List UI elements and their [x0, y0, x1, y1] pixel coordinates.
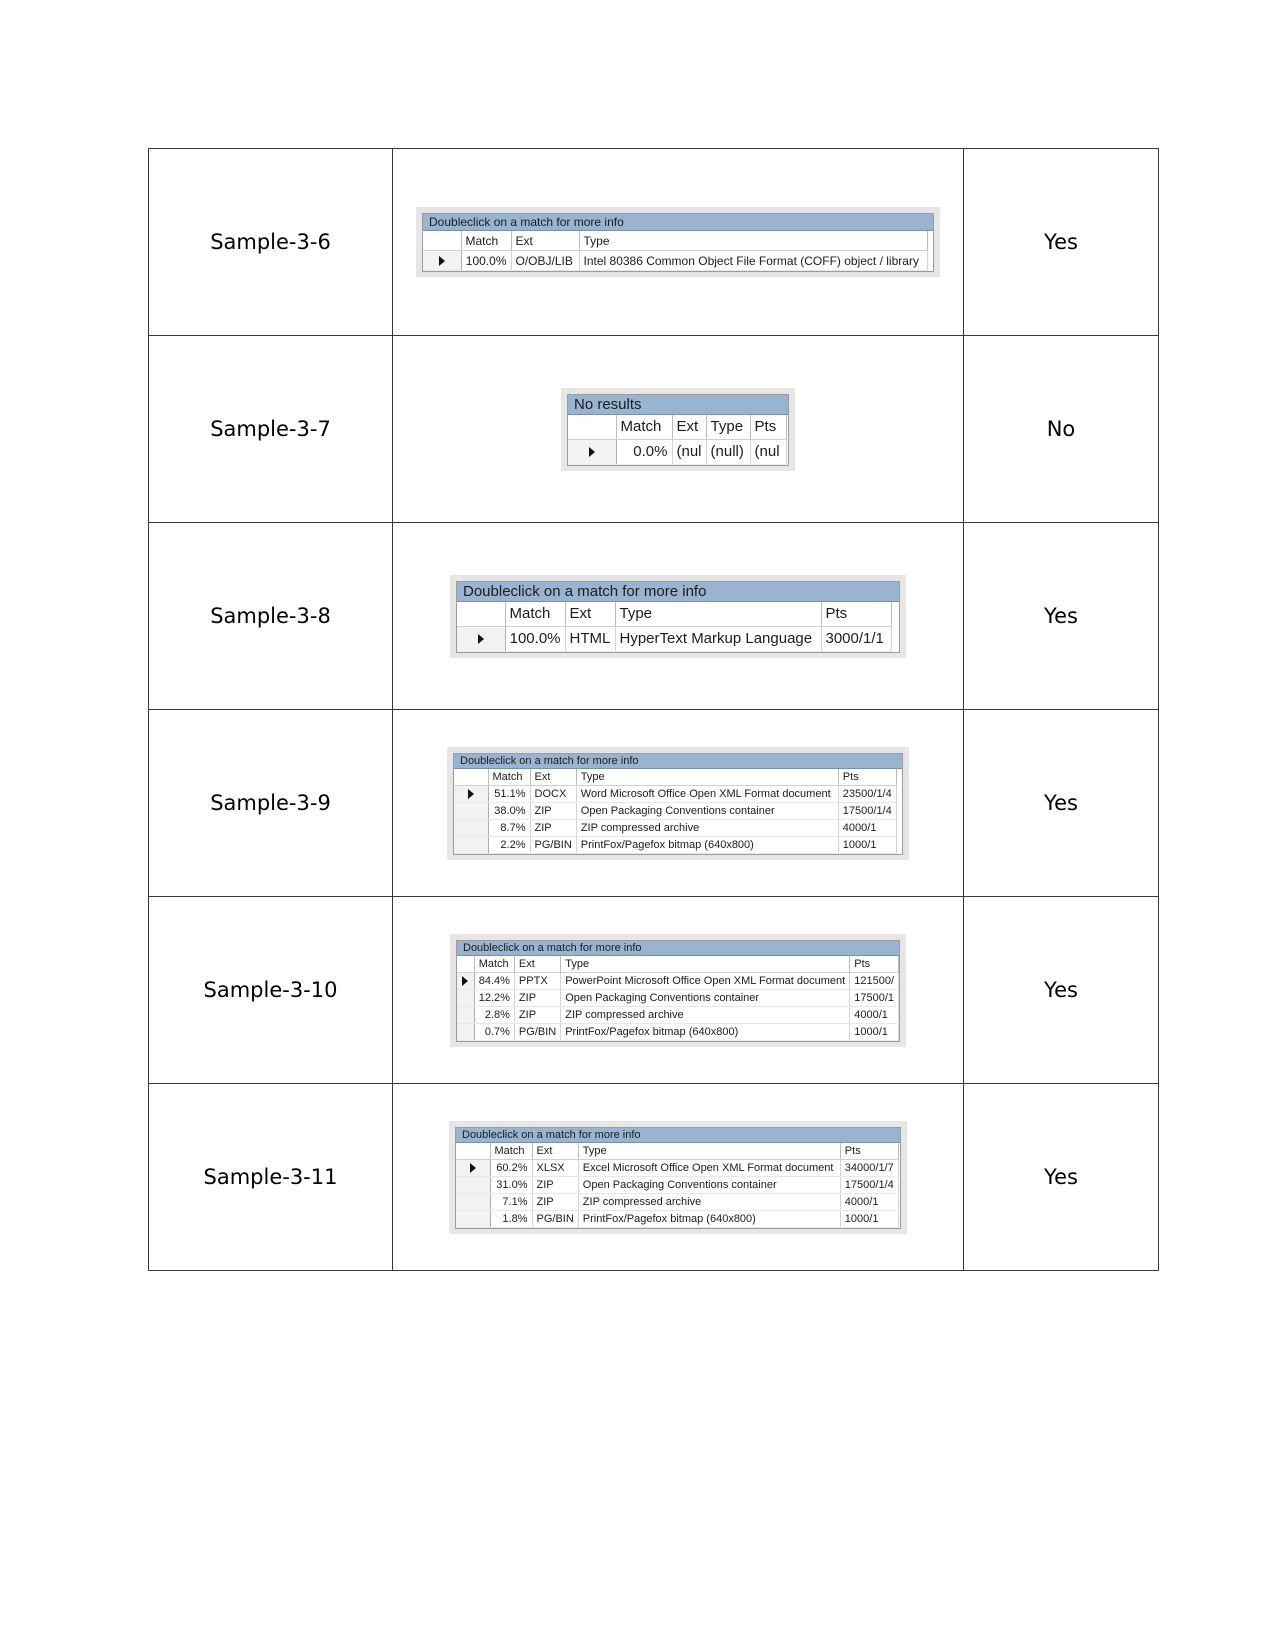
match-pts: 17500/1/4: [840, 1176, 898, 1193]
trid-result-grid: [450, 934, 906, 1047]
column-header-match[interactable]: Match: [490, 1143, 532, 1160]
header-row: [423, 231, 927, 251]
match-row[interactable]: [454, 802, 896, 819]
match-row[interactable]: [456, 1176, 898, 1193]
match-ext: ZIP: [514, 989, 560, 1006]
match-row[interactable]: [457, 989, 899, 1006]
grid-caption: Doubleclick on a match for more info: [457, 582, 899, 602]
match-row[interactable]: [456, 1193, 898, 1210]
screenshot-cell: [393, 336, 964, 523]
result-value: Yes: [1044, 1165, 1078, 1189]
match-ext: DOCX: [530, 785, 576, 802]
grid-frame: [567, 394, 789, 466]
row-header-corner: [568, 415, 616, 440]
match-percent: 100.0%: [505, 626, 565, 651]
match-type: Excel Microsoft Office Open XML Format document: [578, 1159, 840, 1176]
trid-result-grid: [447, 747, 909, 860]
trid-result-grid: [416, 207, 940, 277]
sample-name-cell: [149, 710, 393, 897]
grid-caption: Doubleclick on a match for more info: [454, 754, 902, 769]
sample-name: Sample-3-7: [210, 417, 331, 441]
match-pts: 1000/1: [838, 836, 896, 853]
header-row: [457, 956, 899, 973]
row-selector[interactable]: [454, 802, 488, 819]
sample-name: Sample-3-11: [203, 1165, 338, 1189]
match-ext: ZIP: [532, 1176, 578, 1193]
row-selector[interactable]: [457, 1006, 474, 1023]
match-type: Open Packaging Conventions container: [576, 802, 838, 819]
result-value: Yes: [1044, 978, 1078, 1002]
match-pts: 121500/: [850, 972, 899, 989]
trid-result-grid: [561, 388, 795, 471]
column-header-type[interactable]: Type: [576, 769, 838, 786]
match-percent: 7.1%: [490, 1193, 532, 1210]
match-ext: ZIP: [514, 1006, 560, 1023]
match-ext: PPTX: [514, 972, 560, 989]
result-value: Yes: [1044, 230, 1078, 254]
current-row-arrow-icon: [462, 976, 468, 986]
row-selector[interactable]: [457, 1023, 474, 1040]
current-row-arrow-icon: [470, 1163, 476, 1173]
column-header-ext[interactable]: Ext: [672, 415, 706, 440]
match-row[interactable]: [457, 626, 891, 651]
sample-name-cell: [149, 523, 393, 710]
match-type: Open Packaging Conventions container: [561, 989, 850, 1006]
column-header-pts[interactable]: Pts: [821, 602, 891, 627]
header-row: [457, 602, 891, 627]
match-percent: 100.0%: [461, 251, 511, 271]
match-row[interactable]: [457, 1006, 899, 1023]
column-header-match[interactable]: Match: [505, 602, 565, 627]
screenshot-cell: [393, 523, 964, 710]
column-header-pts[interactable]: Pts: [838, 769, 896, 786]
match-row[interactable]: [568, 439, 786, 464]
row-header-corner: [457, 956, 474, 973]
row-selector[interactable]: [454, 836, 488, 853]
result-value: No: [1046, 417, 1076, 441]
column-header-type[interactable]: Type: [579, 231, 927, 251]
match-table: [457, 602, 892, 652]
match-table: [568, 415, 787, 465]
match-ext: PG/BIN: [514, 1023, 560, 1040]
match-row[interactable]: [423, 251, 927, 271]
grid-caption: Doubleclick on a match for more info: [456, 1128, 900, 1143]
trid-result-grid: [449, 1121, 907, 1234]
match-pts: 4000/1: [838, 819, 896, 836]
sample-name: Sample-3-10: [203, 978, 338, 1002]
sample-name: Sample-3-8: [210, 604, 331, 628]
match-type: ZIP compressed archive: [576, 819, 838, 836]
match-ext: PG/BIN: [530, 836, 576, 853]
grid-frame: [455, 1127, 901, 1229]
match-pts: (nul: [750, 439, 786, 464]
column-header-ext[interactable]: Ext: [511, 231, 579, 251]
header-row: [454, 769, 896, 786]
match-pts: 4000/1: [850, 1006, 899, 1023]
match-percent: 1.8%: [490, 1210, 532, 1227]
match-ext: ZIP: [532, 1193, 578, 1210]
match-percent: 2.2%: [488, 836, 530, 853]
match-percent: 84.4%: [474, 972, 514, 989]
table-row: [149, 1084, 1159, 1271]
match-row[interactable]: [456, 1159, 898, 1176]
result-value: Yes: [1044, 604, 1078, 628]
column-header-ext[interactable]: Ext: [514, 956, 560, 973]
column-header-match[interactable]: Match: [474, 956, 514, 973]
match-ext: PG/BIN: [532, 1210, 578, 1227]
current-row-arrow-icon: [439, 256, 445, 266]
result-cell: [964, 710, 1159, 897]
table-row: [149, 149, 1159, 336]
match-percent: 51.1%: [488, 785, 530, 802]
column-header-match[interactable]: Match: [616, 415, 672, 440]
match-pts: 4000/1: [840, 1193, 898, 1210]
match-type: HyperText Markup Language: [615, 626, 821, 651]
grid-frame: [456, 940, 900, 1042]
column-header-ext[interactable]: Ext: [530, 769, 576, 786]
match-percent: 31.0%: [490, 1176, 532, 1193]
column-header-match[interactable]: Match: [461, 231, 511, 251]
grid-caption: Doubleclick on a match for more info: [423, 214, 933, 231]
match-ext: HTML: [565, 626, 615, 651]
match-type: (null): [706, 439, 750, 464]
match-row[interactable]: [454, 836, 896, 853]
match-ext: O/OBJ/LIB: [511, 251, 579, 271]
sample-name-cell: [149, 149, 393, 336]
result-cell: [964, 149, 1159, 336]
match-percent: 38.0%: [488, 802, 530, 819]
current-row-arrow-icon: [468, 789, 474, 799]
row-selector[interactable]: [423, 251, 461, 271]
match-pts: 1000/1: [840, 1210, 898, 1227]
match-type: ZIP compressed archive: [561, 1006, 850, 1023]
column-header-type[interactable]: Type: [578, 1143, 840, 1160]
row-selector[interactable]: [568, 439, 616, 464]
table-row: [149, 336, 1159, 523]
match-ext: XLSX: [532, 1159, 578, 1176]
current-row-arrow-icon: [478, 634, 484, 644]
sample-name: Sample-3-6: [210, 230, 331, 254]
row-selector[interactable]: [456, 1176, 490, 1193]
match-type: PrintFox/Pagefox bitmap (640x800): [576, 836, 838, 853]
match-type: Intel 80386 Common Object File Format (COFF) object / library: [579, 251, 927, 271]
column-header-pts[interactable]: Pts: [840, 1143, 898, 1160]
grid-frame: [456, 581, 900, 653]
match-percent: 0.7%: [474, 1023, 514, 1040]
result-cell: [964, 336, 1159, 523]
column-header-pts[interactable]: Pts: [850, 956, 899, 973]
match-pts: 23500/1/4: [838, 785, 896, 802]
match-percent: 60.2%: [490, 1159, 532, 1176]
table-row: [149, 897, 1159, 1084]
match-type: PrintFox/Pagefox bitmap (640x800): [578, 1210, 840, 1227]
row-selector[interactable]: [457, 626, 505, 651]
match-pts: 17500/1/4: [838, 802, 896, 819]
result-value: Yes: [1044, 791, 1078, 815]
result-cell: [964, 1084, 1159, 1271]
column-header-type[interactable]: Type: [706, 415, 750, 440]
match-pts: 3000/1/1: [821, 626, 891, 651]
match-table: [456, 1143, 899, 1228]
trid-result-grid: [450, 575, 906, 658]
table-row: [149, 710, 1159, 897]
match-pts: 1000/1: [850, 1023, 899, 1040]
result-cell: [964, 523, 1159, 710]
column-header-pts[interactable]: Pts: [750, 415, 786, 440]
row-selector[interactable]: [457, 989, 474, 1006]
row-selector[interactable]: [456, 1210, 490, 1227]
row-header-corner: [457, 602, 505, 627]
column-header-match[interactable]: Match: [488, 769, 530, 786]
grid-caption: Doubleclick on a match for more info: [457, 941, 899, 956]
match-row[interactable]: [457, 972, 899, 989]
row-selector[interactable]: [456, 1159, 490, 1176]
match-table: [457, 956, 899, 1041]
screenshot-cell: [393, 1084, 964, 1271]
current-row-arrow-icon: [589, 447, 595, 457]
row-selector[interactable]: [457, 972, 474, 989]
match-type: PrintFox/Pagefox bitmap (640x800): [561, 1023, 850, 1040]
grid-frame: [422, 213, 934, 272]
match-percent: 12.2%: [474, 989, 514, 1006]
row-header-corner: [456, 1143, 490, 1160]
sample-name-cell: [149, 336, 393, 523]
row-header-corner: [454, 769, 488, 786]
row-selector[interactable]: [454, 819, 488, 836]
match-type: ZIP compressed archive: [578, 1193, 840, 1210]
match-table: [454, 769, 897, 854]
row-header-corner: [423, 231, 461, 251]
results-table: [148, 148, 1159, 1271]
screenshot-cell: [393, 149, 964, 336]
match-row[interactable]: [454, 819, 896, 836]
match-percent: 8.7%: [488, 819, 530, 836]
match-row[interactable]: [456, 1210, 898, 1227]
match-percent: 0.0%: [616, 439, 672, 464]
match-percent: 2.8%: [474, 1006, 514, 1023]
screenshot-cell: [393, 897, 964, 1084]
match-type: PowerPoint Microsoft Office Open XML Format document: [561, 972, 850, 989]
column-header-type[interactable]: Type: [561, 956, 850, 973]
header-row: [568, 415, 786, 440]
row-selector[interactable]: [456, 1193, 490, 1210]
match-ext: ZIP: [530, 819, 576, 836]
match-row[interactable]: [457, 1023, 899, 1040]
result-cell: [964, 897, 1159, 1084]
sample-name-cell: [149, 1084, 393, 1271]
grid-frame: [453, 753, 903, 855]
column-header-type[interactable]: Type: [615, 602, 821, 627]
table-row: [149, 523, 1159, 710]
screenshot-cell: [393, 710, 964, 897]
match-type: Open Packaging Conventions container: [578, 1176, 840, 1193]
match-row[interactable]: [454, 785, 896, 802]
match-pts: 17500/1: [850, 989, 899, 1006]
row-selector[interactable]: [454, 785, 488, 802]
match-ext: (nul: [672, 439, 706, 464]
match-table: [423, 231, 928, 271]
grid-caption: No results: [568, 395, 788, 415]
sample-name: Sample-3-9: [210, 791, 331, 815]
match-type: Word Microsoft Office Open XML Format document: [576, 785, 838, 802]
match-pts: 34000/1/7: [840, 1159, 898, 1176]
header-row: [456, 1143, 898, 1160]
sample-name-cell: [149, 897, 393, 1084]
column-header-ext[interactable]: Ext: [532, 1143, 578, 1160]
column-header-ext[interactable]: Ext: [565, 602, 615, 627]
match-ext: ZIP: [530, 802, 576, 819]
